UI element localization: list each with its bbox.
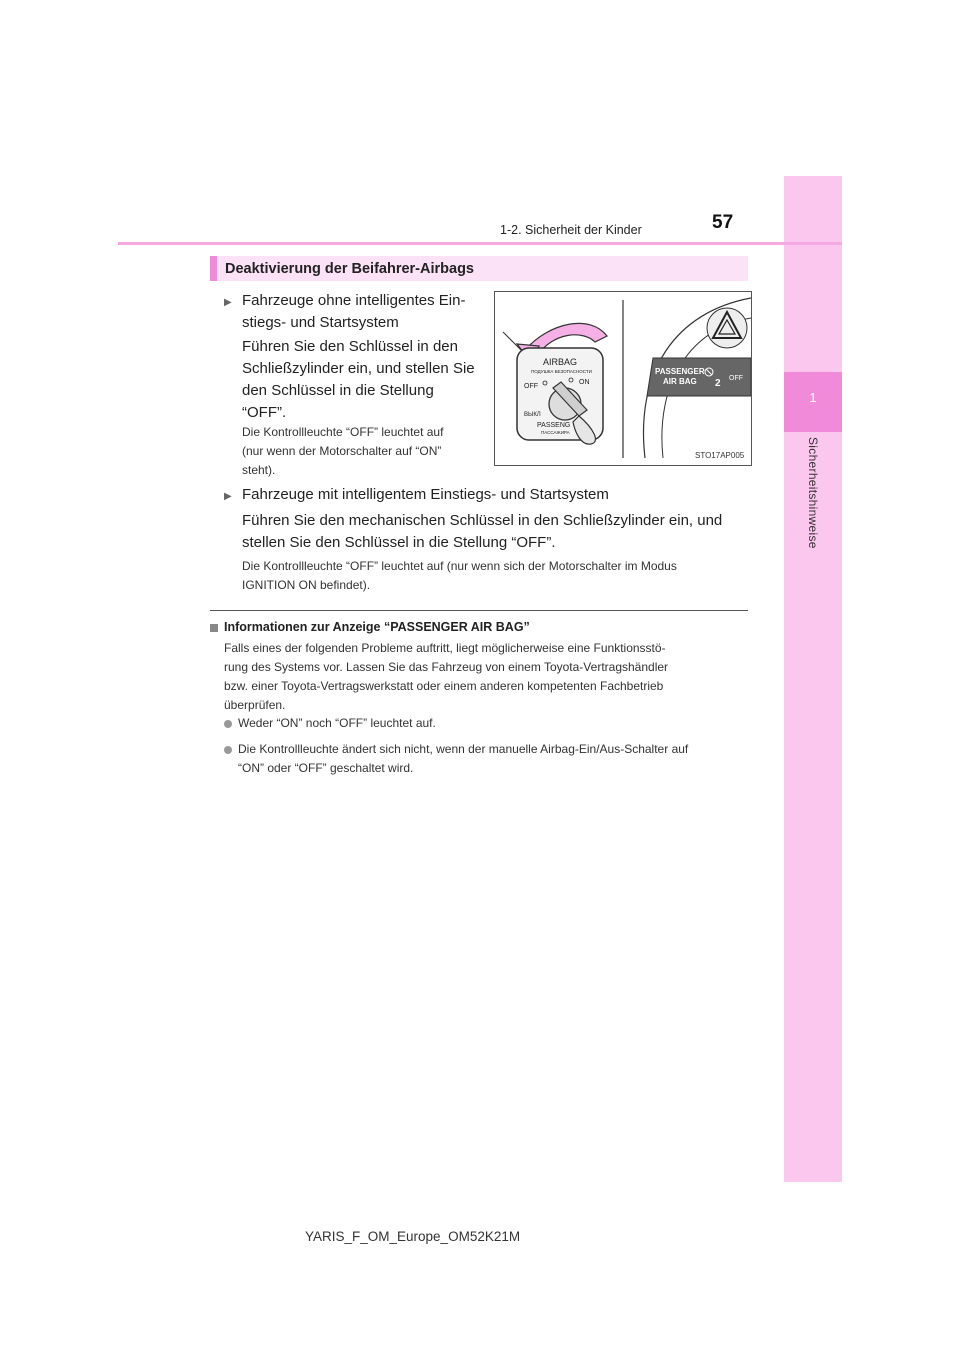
indicator-seat-icon-digit: 2: [715, 378, 721, 389]
chapter-label: Sicherheitshinweise: [806, 437, 820, 549]
round-bullet-icon: [224, 746, 232, 754]
item2-note: Die Kontrollleuchte “OFF” leuchtet auf (nur wenn sich der Motorschalter im Modus IGNITION ON befindet).: [242, 559, 677, 592]
indicator-airbag-label: AIR BAG: [663, 377, 697, 386]
indicator-off-label: OFF: [729, 375, 743, 382]
page-number: 57: [712, 212, 734, 233]
section-header: 1-2. Sicherheit der Kinder: [500, 223, 642, 237]
section-title-accent: [210, 256, 217, 281]
section-divider: [210, 610, 748, 611]
switch-vykl-label: ВЫКЛ: [524, 412, 541, 418]
info-body: Falls eines der folgenden Probleme auftritt, liegt möglicherweise eine Funktionsstö- rung des Systems vor. Lassen Sie das Fahrzeug von einem Toyota-Vertragshändler bzw. einer Toyota-Vertragswerkstatt oder einem anderen kompetenten Fachbetrieb überprüfen.: [224, 641, 669, 712]
info-bullet-1: Weder “ON” noch “OFF” leuchtet auf.: [238, 716, 436, 730]
figure-code: STO17AP005: [695, 451, 745, 460]
switch-airbag-label: AIRBAG: [543, 357, 578, 367]
switch-cyrillic-top: ПОДУШКА БЕЗОПАСНОСТИ: [531, 369, 592, 374]
switch-cyrillic-bottom: ПАССАЖИРА: [541, 430, 570, 435]
info-bullet-2: Die Kontrollleuchte ändert sich nicht, wenn der manuelle Airbag-Ein/Aus-Schalter auf “ON” oder “OFF” geschaltet wird.: [238, 742, 689, 775]
switch-on-label: ON: [579, 379, 590, 386]
item1-body: Führen Sie den Schlüssel in den Schließzylinder ein, und stellen Sie den Schlüssel in die Stellung “OFF”.: [242, 338, 475, 421]
chapter-number: 1: [809, 390, 817, 405]
triangle-bullet-icon: ▶: [224, 297, 232, 308]
triangle-bullet-icon: ▶: [224, 491, 232, 502]
indicator-passenger-label: PASSENGER: [655, 367, 705, 376]
item1-title: Fahrzeuge ohne intelligentes Ein- stiegs- und Startsystem: [242, 292, 466, 331]
square-bullet-icon: [210, 624, 218, 632]
switch-passenger-label: PASSENG: [537, 422, 571, 429]
header-rule: [118, 242, 842, 245]
info-title: Informationen zur Anzeige “PASSENGER AIR BAG”: [224, 620, 530, 634]
section-title: Deaktivierung der Beifahrer-Airbags: [225, 261, 474, 277]
switch-off-label: OFF: [524, 383, 538, 390]
section-title-bar: [210, 256, 748, 281]
round-bullet-icon: [224, 720, 232, 728]
item2-title: Fahrzeuge mit intelligentem Einstiegs- und Startsystem: [242, 486, 609, 503]
item1-note: Die Kontrollleuchte “OFF” leuchtet auf (nur wenn der Motorschalter auf “ON” steht).: [242, 425, 444, 477]
chapter-side-tab: [784, 176, 842, 1182]
item2-body: Führen Sie den mechanischen Schlüssel in den Schließzylinder ein, und stellen Sie den Schlüssel in die Stellung “OFF”.: [242, 512, 723, 551]
airbag-switch-illustration: [494, 291, 752, 466]
document-footer: YARIS_F_OM_Europe_OM52K21M: [305, 1229, 521, 1244]
